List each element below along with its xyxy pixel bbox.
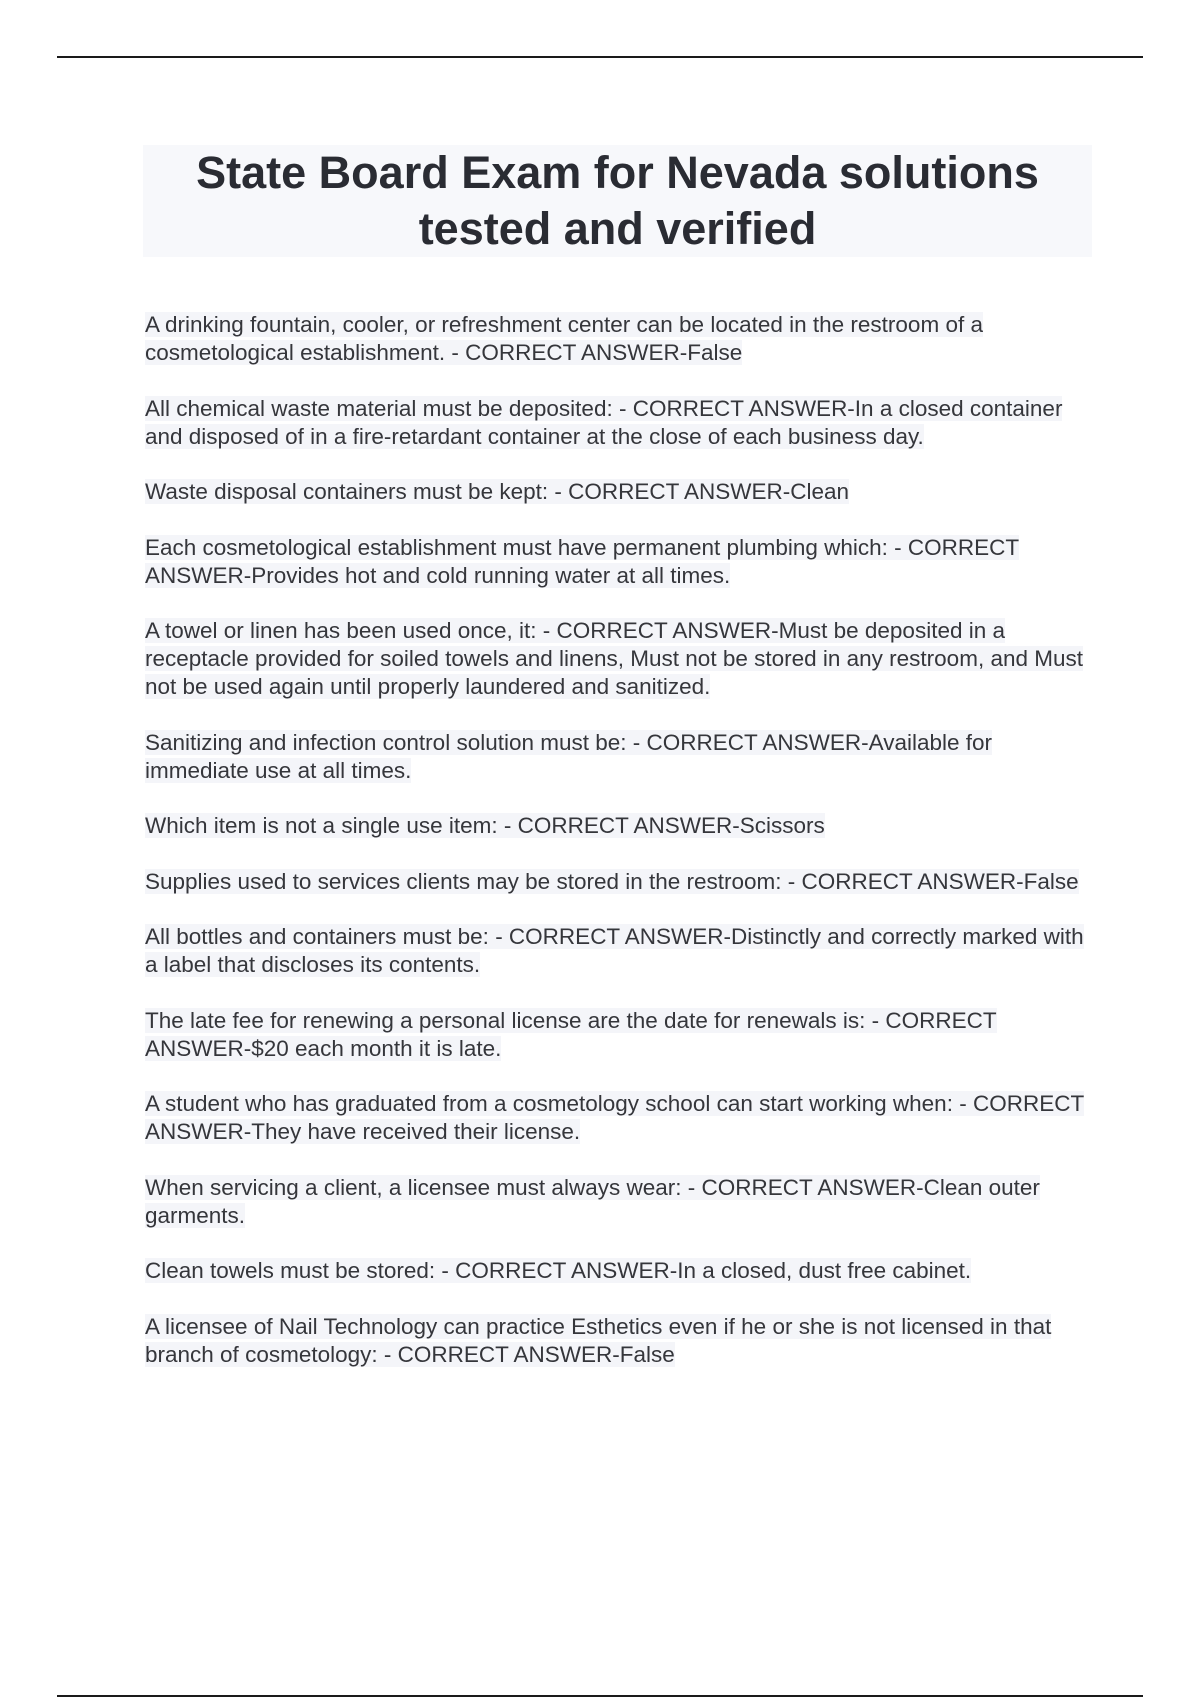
qa-item-text: Which item is not a single use item: - CORRECT ANSWER-Scissors: [145, 813, 825, 838]
qa-item: [145, 311, 1090, 367]
qa-item: [145, 868, 1090, 896]
qa-item-text: Sanitizing and infection control solution must be: - CORRECT ANSWER-Available for immediate use at all times.: [145, 729, 993, 783]
qa-item-text: A drinking fountain, cooler, or refreshment center can be located in the restroom of a cosmetological establishment. - CORRECT ANSWER-False: [145, 312, 983, 365]
qa-item: [145, 1007, 1090, 1063]
top-rule: [57, 56, 1143, 58]
qa-item-text: A student who has graduated from a cosmetology school can start working when: - CORRECT ANSWER-They have received their license.: [145, 1091, 1085, 1144]
qa-item-text: Supplies used to services clients may be stored in the restroom: - CORRECT ANSWER-False: [145, 868, 1079, 894]
qa-item-text: All chemical waste material must be deposited: - CORRECT ANSWER-In a closed container and disposed of in a fire-retardant container at the close of each business day.: [145, 395, 1063, 449]
qa-item: [145, 478, 1090, 506]
qa-item: [145, 1313, 1090, 1369]
qa-list: [145, 311, 1090, 1396]
qa-item-text: Clean towels must be stored: - CORRECT ANSWER-In a closed, dust free cabinet.: [145, 1258, 972, 1283]
qa-item: [145, 395, 1090, 451]
qa-item: [145, 1174, 1090, 1230]
bottom-rule: [57, 1695, 1143, 1697]
qa-item: [145, 1090, 1090, 1146]
qa-item: [145, 923, 1090, 979]
qa-item: [145, 617, 1090, 701]
qa-item-text: A licensee of Nail Technology can practice Esthetics even if he or she is not licensed in that branch of cosmetology: - CORRECT ANSWER-False: [145, 1313, 1052, 1367]
document-title: State Board Exam for Nevada solutions tested and verified: [196, 147, 1039, 254]
qa-item: [145, 1257, 1090, 1285]
qa-item: [145, 729, 1090, 785]
qa-item-text: Waste disposal containers must be kept: - CORRECT ANSWER-Clean: [145, 479, 849, 504]
qa-item: [145, 534, 1090, 590]
title-block: [143, 145, 1092, 257]
qa-item-text: When servicing a client, a licensee must always wear: - CORRECT ANSWER-Clean outer garments.: [145, 1174, 1040, 1228]
qa-item-text: All bottles and containers must be: - CORRECT ANSWER-Distinctly and correctly marked with a label that discloses its contents.: [145, 924, 1084, 977]
qa-item-text: A towel or linen has been used once, it: - CORRECT ANSWER-Must be deposited in a receptacle provided for soiled towels and linens, Must not be stored in any restroom, and Must not be used again until properly laundered and sanitized.: [145, 618, 1083, 699]
qa-item-text: The late fee for renewing a personal license are the date for renewals is: - CORRECT ANSWER-$20 each month it is late.: [145, 1007, 997, 1061]
qa-item: [145, 812, 1090, 840]
qa-item-text: Each cosmetological establishment must have permanent plumbing which: - CORRECT ANSWER-Provides hot and cold running water at all times.: [145, 534, 1020, 588]
